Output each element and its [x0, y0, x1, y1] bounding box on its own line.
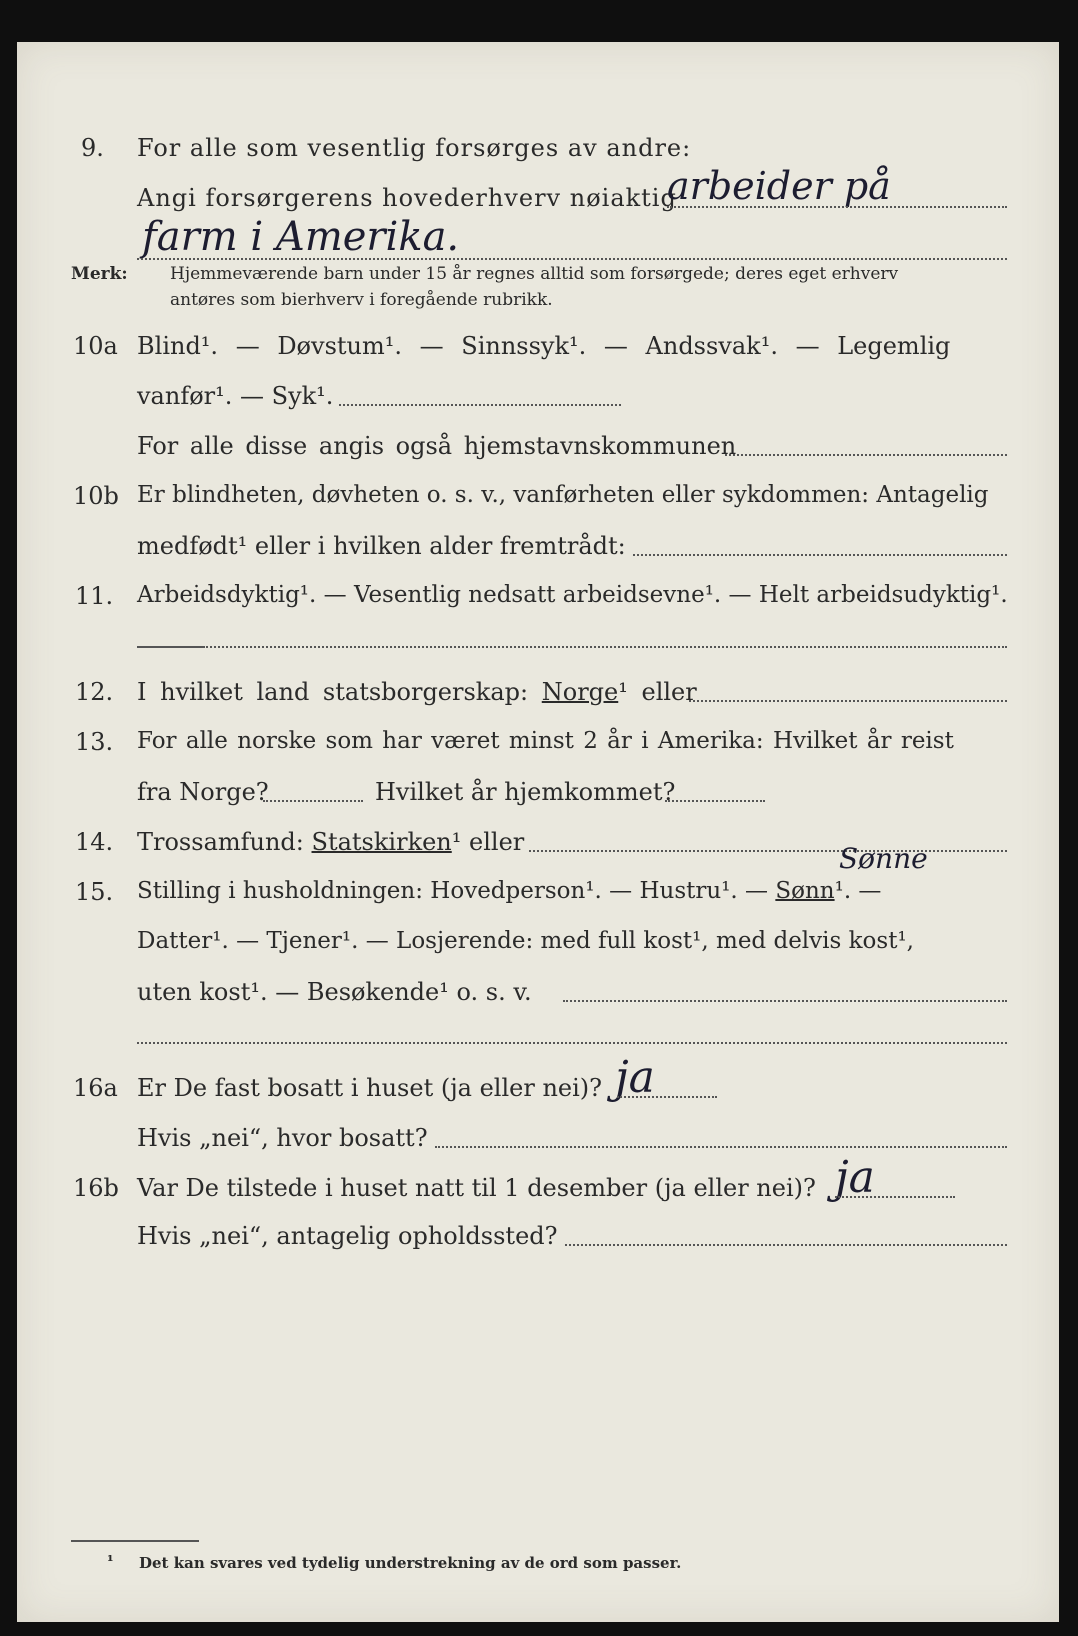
q13-line2b: Hvilket år hjemkommet?: [375, 778, 676, 806]
q16b-answer-line: [835, 1196, 955, 1198]
q16a-answer-line-2: [435, 1146, 1007, 1148]
merk-label: Merk:: [71, 264, 128, 284]
q14-line: [137, 828, 524, 856]
q10a-number: 10a: [73, 332, 118, 360]
q13-line2a: fra Norge?: [137, 778, 269, 806]
q16a-answer-line: [617, 1096, 717, 1098]
q15-line3: uten kost¹. — Besøkende¹ o. s. v.: [137, 978, 532, 1006]
footnote-separator: [71, 1540, 199, 1542]
q9-number: 9.: [81, 134, 104, 162]
q15-answer-line-1: [563, 1000, 1007, 1002]
q11-underline-mark: [137, 646, 203, 648]
q12-number: 12.: [75, 678, 114, 706]
q15-line2: Datter¹. — Tjener¹. — Losjerende: med full kost¹, med delvis kost¹,: [137, 928, 914, 954]
q16a-number: 16a: [73, 1074, 118, 1102]
q11-line1: Arbeidsdyktig¹. — Vesentlig nedsatt arbeidsevne¹. — Helt arbeidsudyktig¹.: [137, 582, 1008, 608]
q9-answer-handwritten-1: arbeider på: [667, 164, 891, 208]
q14-number: 14.: [75, 828, 114, 856]
q10a-line3: For alle disse angis også hjemstavnskommunen: [137, 432, 737, 460]
q9-line1: For alle som vesentlig forsørges av andre:: [137, 134, 692, 162]
merk-line2: antøres som bierhverv i foregående rubrikk.: [170, 290, 553, 310]
q9-line2: Angi forsørgerens hovederhverv nøiaktig: [137, 184, 677, 212]
q14-post: ¹ eller: [451, 828, 525, 856]
q15-line1c: ¹. —: [834, 878, 882, 904]
q9-answer-line-2: [137, 258, 1007, 260]
q12-pre: I hvilket land statsborgerskap:: [137, 678, 529, 706]
census-form-sheet: [17, 42, 1059, 1622]
q14-pre: Trossamfund:: [137, 828, 304, 856]
q16b-answer-handwritten: ja: [835, 1152, 875, 1203]
q10b-answer-line: [633, 554, 1007, 556]
q12-selected-norge: Norge: [541, 678, 619, 706]
footnote-mark: ¹: [107, 1552, 114, 1570]
q16b-answer-line-2: [565, 1244, 1007, 1246]
q13-number: 13.: [75, 728, 114, 756]
q16a-line1: Er De fast bosatt i huset (ja eller nei)?: [137, 1074, 603, 1102]
q10b-line1: Er blindheten, døvheten o. s. v., vanførheten eller sykdommen: Antagelig: [137, 482, 989, 508]
q15-line1a: Stilling i husholdningen: Hovedperson¹. — Hustru¹. —: [137, 878, 769, 904]
q14-answer-line: [529, 850, 1007, 852]
merk-line1: Hjemmeværende barn under 15 år regnes alltid som forsørgede; deres eget erhverv: [170, 264, 899, 284]
q11-answer-line: [203, 646, 1007, 648]
q15-line1: [137, 878, 881, 904]
q11-number: 11.: [75, 582, 114, 610]
q10b-line2: medfødt¹ eller i hvilken alder fremtrådt:: [137, 532, 626, 560]
q9-answer-line-1: [667, 206, 1007, 208]
q14-selected-statskirken: Statskirken: [311, 828, 452, 856]
q15-handwritten-note: Sønne: [839, 842, 928, 875]
q16b-line1: Var De tilstede i huset natt til 1 desember (ja eller nei)?: [137, 1174, 816, 1202]
q10a-answer-line-2: [725, 454, 1007, 456]
q16b-line2: Hvis „nei“, antagelig opholdssted?: [137, 1222, 558, 1250]
q16a-line2: Hvis „nei“, hvor bosatt?: [137, 1124, 428, 1152]
q10b-number: 10b: [73, 482, 119, 510]
q9-answer-handwritten-2: farm i Amerika.: [142, 214, 460, 260]
q10a-line1: Blind¹. — Døvstum¹. — Sinnssyk¹. — Andssvak¹. — Legemlig: [137, 332, 951, 360]
q12-answer-line: [689, 700, 1007, 702]
q15-selected-sonn: Sønn: [775, 878, 835, 904]
q10a-line2: vanfør¹. — Syk¹.: [137, 382, 334, 410]
q15-number: 15.: [75, 878, 114, 906]
q13-answer-line-2: [665, 800, 765, 802]
q16b-number: 16b: [73, 1174, 119, 1202]
q16a-answer-handwritten: ja: [615, 1052, 655, 1103]
q13-line1: For alle norske som har været minst 2 år i Amerika: Hvilket år reist: [137, 728, 954, 754]
footnote-text: Det kan svares ved tydelig understrekning av de ord som passer.: [139, 1554, 682, 1572]
q13-answer-line-1: [263, 800, 363, 802]
q15-answer-line-2: [137, 1042, 1007, 1044]
q12-line: [137, 678, 697, 706]
q12-post: ¹ eller: [618, 678, 697, 706]
q10a-answer-line-1: [339, 404, 621, 406]
